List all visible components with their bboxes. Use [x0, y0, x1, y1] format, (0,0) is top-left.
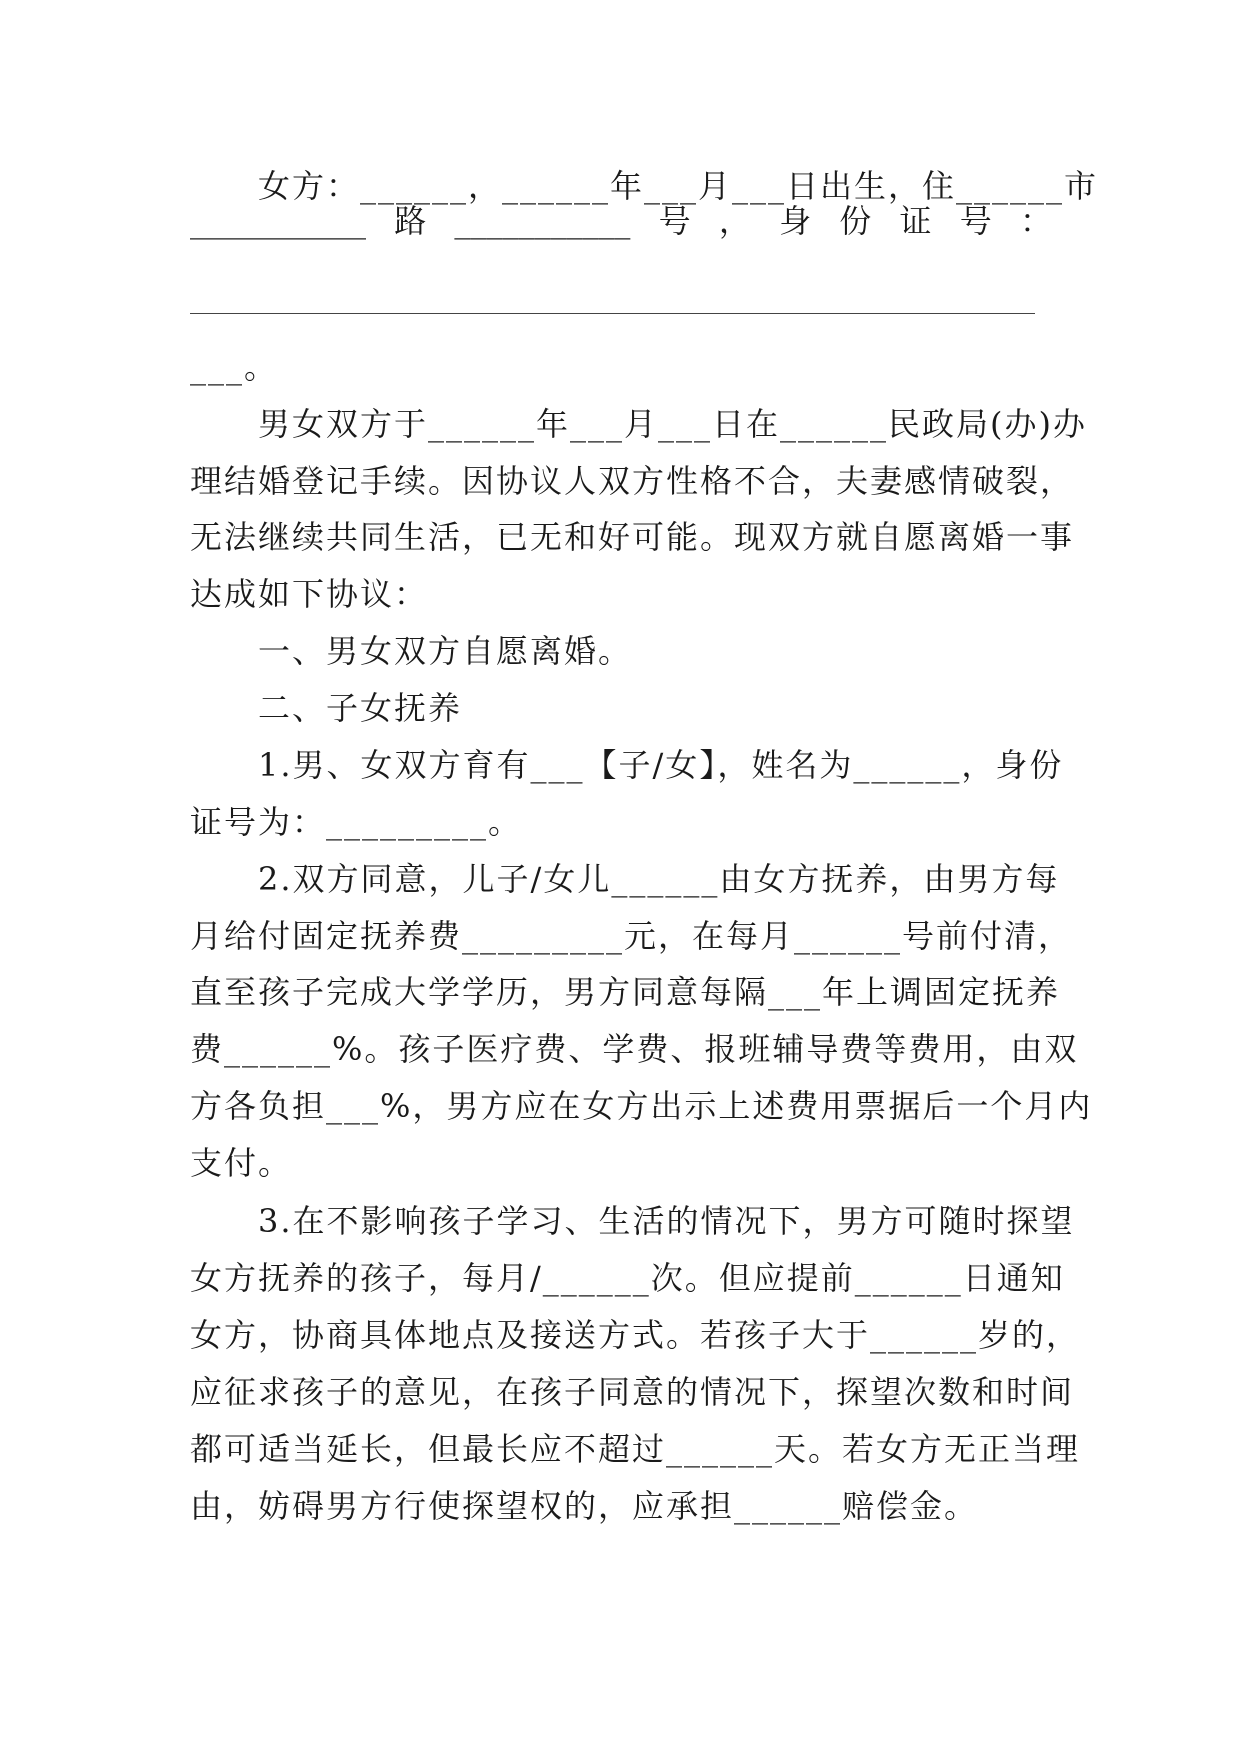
text-line: 方各负担___%，男方应在女方出示上述费用票据后一个月内 [190, 1087, 1093, 1125]
text: 证 [899, 202, 932, 240]
text: 份 [839, 202, 872, 240]
blank: ___________ [190, 202, 366, 240]
text: 号 [959, 202, 992, 240]
text-line: 理结婚登记手续。因协议人双方性格不合，夫妻感情破裂， [190, 462, 1075, 500]
text-line: 二、子女抚养 [258, 689, 463, 727]
text-line: 无法继续共同生活，已无和好可能。现双方就自愿离婚一事 [190, 518, 1075, 556]
id-number-blank-rule [190, 313, 1035, 314]
text: 号 [658, 202, 691, 240]
text-line: 女方：______，______年___月___日出生，住______市 [258, 167, 1099, 205]
text-line: 应征求孩子的意见，在孩子同意的情况下，探望次数和时间 [190, 1373, 1075, 1411]
text-line: 都可适当延长，但最长应不超过______天。若女方无正当理 [190, 1430, 1081, 1468]
blank: ___________ [454, 202, 631, 240]
text-line: 达成如下协议： [190, 575, 429, 613]
text-line: ___。 [190, 348, 279, 386]
text: ， [718, 202, 751, 240]
text-line: 女方抚养的孩子，每月/______次。但应提前______日通知 [190, 1259, 1065, 1297]
text: 身 [779, 202, 812, 240]
text-line: 证号为：_________。 [190, 803, 523, 841]
text: 路 [394, 202, 427, 240]
text-line: 一、男女双方自愿离婚。 [258, 632, 633, 670]
text-line: 男女双方于______年___月___日在______民政局(办)办 [258, 405, 1087, 443]
text-line: 月给付固定抚养费_________元，在每月______号前付清， [190, 917, 1073, 955]
text-line: 支付。 [190, 1144, 293, 1182]
text-line: 1.男、女双方育有___【子/女】，姓名为______，身份 [258, 746, 1064, 784]
text: ： [1019, 202, 1052, 240]
text-line: 由，妨碍男方行使探望权的，应承担______赔偿金。 [190, 1487, 979, 1525]
text-line-justified [190, 201, 1052, 241]
text-line: 2.双方同意，儿子/女儿______由女方抚养，由男方每 [258, 860, 1060, 898]
text-line: 女方，协商具体地点及接送方式。若孩子大于______岁的， [190, 1316, 1081, 1354]
text-line: 费______%。孩子医疗费、学费、报班辅导费等费用，由双 [190, 1030, 1079, 1068]
text-line: 3.在不影响孩子学习、生活的情况下，男方可随时探望 [258, 1202, 1075, 1240]
text-line: 直至孩子完成大学学历，男方同意每隔___年上调固定抚养 [190, 973, 1061, 1011]
